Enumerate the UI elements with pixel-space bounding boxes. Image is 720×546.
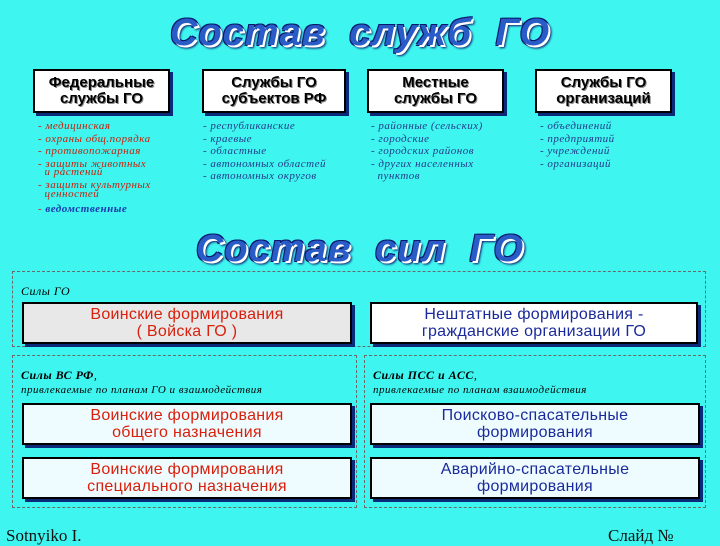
list-item: и растений — [38, 166, 103, 178]
forces-pss-caption-title: Силы ПСС и АСС, — [373, 368, 478, 382]
emergency-rescue-formations-box: Аварийно-спасательные формирования — [370, 457, 700, 499]
subject-services-list — [203, 120, 326, 183]
forces-vs-caption-title: Силы ВС РФ, — [21, 368, 98, 382]
forces-title: Состав сил ГО — [195, 228, 525, 270]
list-item: - ведомственные — [38, 202, 128, 215]
list-item: - автономных областей — [203, 157, 326, 170]
services-title: Состав служб ГО — [170, 12, 550, 54]
forces-vs-caption — [21, 368, 262, 397]
list-item: - защиты культурных — [38, 179, 151, 191]
subject-services-box: Службы ГО субъектов РФ — [202, 69, 346, 113]
list-item: - охраны общ.порядка — [38, 132, 151, 145]
list-item: - автономных округов — [203, 170, 317, 182]
federal-services-list — [38, 120, 151, 215]
list-item: - предприятий — [540, 132, 615, 145]
list-item: - медицинская — [38, 120, 111, 132]
footer-author: Sotnyiko I. — [6, 526, 82, 545]
list-item: - городских районов — [371, 145, 475, 157]
military-formations-box: Воинские формирования ( Войска ГО ) — [22, 302, 352, 344]
departmental-label: ведомственные — [45, 202, 128, 215]
list-item: - районные (сельских) — [371, 120, 483, 132]
forces-go-caption: Силы ГО — [21, 284, 71, 298]
search-rescue-formations-box: Поисково-спасательные формирования — [370, 403, 700, 445]
list-item: - объединений — [540, 120, 612, 132]
list-item: - других населенных — [371, 157, 474, 170]
list-item: - краевые — [203, 132, 253, 145]
list-item: - республиканские — [203, 120, 296, 132]
list-item: пунктов — [371, 170, 421, 182]
footer-slide-number: Слайд № — [608, 526, 674, 545]
list-item: - городские — [371, 132, 430, 145]
special-purpose-formations-box: Воинские формирования специального назначения — [22, 457, 352, 499]
local-services-box: Местные службы ГО — [367, 69, 504, 113]
local-services-list — [371, 120, 483, 183]
list-item: - защиты животных — [38, 157, 147, 170]
general-purpose-formations-box: Воинские формирования общего назначения — [22, 403, 352, 445]
federal-services-box: Федеральные службы ГО — [33, 69, 170, 113]
organization-services-list — [540, 120, 615, 170]
list-item: - областные — [203, 145, 267, 157]
organization-services-box: Службы ГО организаций — [535, 69, 672, 113]
forces-vs-caption-sub: привлекаемые по планам ГО и взаимодействия — [21, 384, 263, 396]
list-item: - противопожарная — [38, 145, 141, 157]
list-item: ценностей — [38, 187, 100, 200]
list-item: - учреждений — [540, 145, 610, 157]
forces-pss-caption — [373, 368, 587, 397]
forces-pss-caption-sub: привлекаемые по планам взаимодействия — [373, 384, 587, 396]
nonstaff-formations-box: Нештатные формирования - гражданские организации ГО — [370, 302, 698, 344]
list-item: - организаций — [540, 157, 611, 170]
